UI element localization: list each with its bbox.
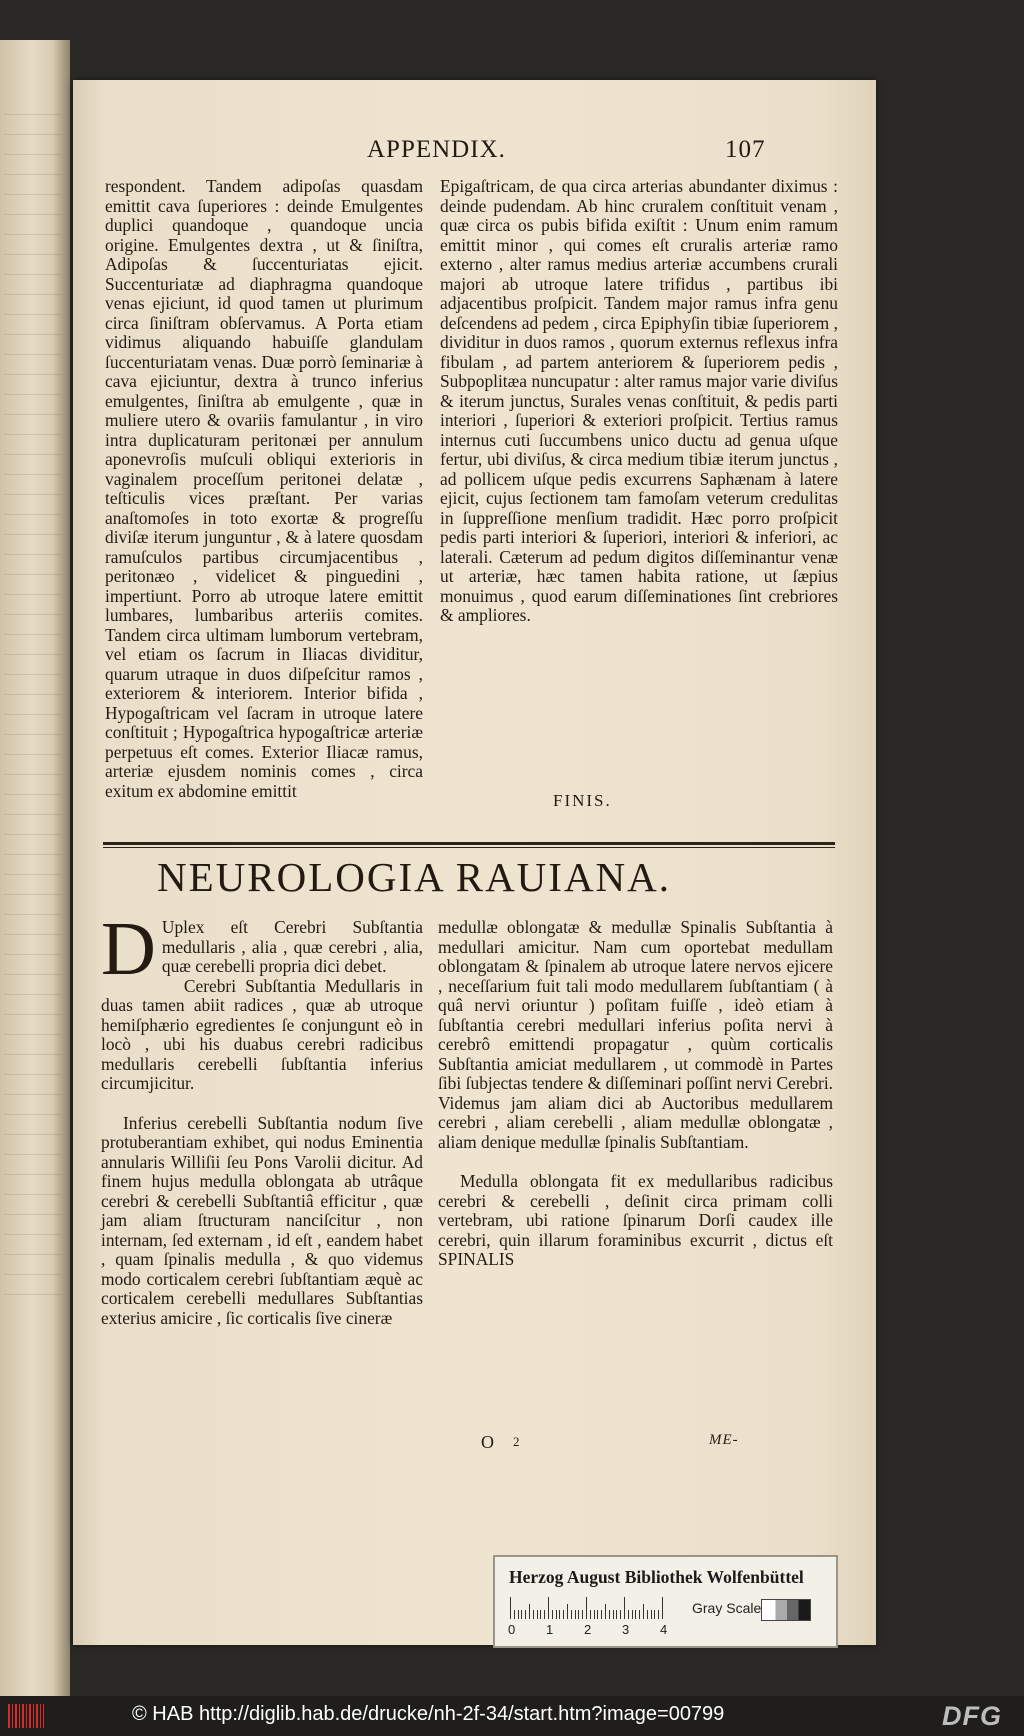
facing-page-text-line <box>4 720 62 735</box>
book-page <box>73 80 876 1645</box>
facing-page-text-line <box>4 600 62 615</box>
facing-page-text-line <box>4 560 62 575</box>
finis-mark: FINIS. <box>553 791 612 810</box>
facing-page-text-line <box>4 940 62 955</box>
text-column-4 <box>438 918 833 1270</box>
body-text: respondent. Tandem adipoſas quasdam emittit cava ſuperiores : deinde Emulgentes duplici quandoque , quandoque uncia origine. Emulgentes dextra , ut & ſiniſtra, Adipoſas & ſuccenturiatas ejicit. Succenturiatæ ad diaphragma quandoque venas ejiciunt, id quod tamen ut plurimum circa ſiniſtram obſervamus. A Porta etiam vidimus aliquando habuiſſe glandulam ſuccenturiatam venas. Duæ porrò ſeminariæ à cava ejiciuntur, dextra à trunco inferius emulgentes, ſiniſtra ab emulgente , quæ in muliere utero & ovariis famulantur , in viro intra duplicaturam peritonæi per annulum aponevroſis muſculi obliqui exterioris in vaginalem proceſſum peritonei delatæ , teſticulis vices præſtant. Per varias anaſtomoſes in toto exortæ & progreſſu diviſæ iterum junguntur , & à latere quosdam ramuſculos partibus circumjacentibus , peritonæo , videlicet & pinguedini , impertiunt. Porro ab utroque latere emittit lumbares, lumbaribus arteriis comites. Tandem circa ultimam lumborum vertebram, vel etiam os ſacrum in Iliacas dividitur, quarum utraque in duos diſpeſcitur ramos , exteriorem & interiorem. Interior bifida , Hypogaſtricam vel ſacram in utroque latere conſtituit ; Hypogaſtrica hypogaſtricæ arteriæ perpetuus eſt comes. Exterior Iliacæ ramus, arteriæ ejusdem nominis comes , circa exitum ex abdomine emittit <box>105 176 423 801</box>
facing-page-text-line <box>4 580 62 595</box>
ruler-tick <box>605 1604 606 1619</box>
ruler-tick <box>620 1610 621 1619</box>
facing-page-text-line <box>4 800 62 815</box>
facing-page-text-line <box>4 480 62 495</box>
ruler-tick <box>609 1610 610 1619</box>
facing-page-text-line <box>4 820 62 835</box>
ruler-tick <box>616 1610 617 1619</box>
ruler-tick <box>521 1610 522 1619</box>
ruler-tick <box>628 1610 629 1619</box>
facing-page-text-line <box>4 620 62 635</box>
section-title: NEUROLOGIA RAUIANA. <box>157 854 672 900</box>
facing-page-text-line <box>4 1280 62 1295</box>
ruler-number: 2 <box>584 1622 592 1637</box>
ruler-tick <box>510 1597 511 1619</box>
facing-page-text-line <box>4 300 62 315</box>
facing-page-text-line <box>4 1020 62 1035</box>
facing-page-text-line <box>4 100 62 115</box>
facing-page-text-line <box>4 340 62 355</box>
ruler-tick <box>578 1610 579 1619</box>
scale-ruler <box>510 1597 660 1619</box>
ruler-tick <box>575 1610 576 1619</box>
paragraph: Inferius cerebelli Subſtantia nodum ſive protuberantiam exhibet, qui nodus Eminentia annularis Williſii ſeu Pons Varolii dicitur. Ad finem hujus medulla oblongata ab utrâque cerebri & cerebelli Subſtantiâ efficitur , quæ jam aliam ſtructuram nanciſcitur , non internam, ſed externam , id eſt , eandem habet , quam ſpinalis medulla , & quo videmus modo corticalem cerebri ſubſtantiam æquè ac corticalem cerebelli medullares Subſtantias exterius amicire , ſic corticalis ſive cineræ <box>101 1112 423 1328</box>
footer-bar <box>0 1696 1024 1736</box>
gray-scale-label: Gray Scale <box>692 1600 762 1616</box>
ruler-tick <box>586 1597 587 1619</box>
ruler-tick <box>552 1610 553 1619</box>
facing-page-text-line <box>4 1080 62 1095</box>
facing-page-text-line <box>4 1160 62 1175</box>
signature-number: 2 <box>513 1434 520 1449</box>
ruler-tick <box>624 1597 625 1619</box>
ruler-tick <box>525 1610 526 1619</box>
facing-page-text-line <box>4 1120 62 1135</box>
facing-page-text-line <box>4 280 62 295</box>
running-head: APPENDIX. <box>367 136 506 163</box>
facing-page-text-line <box>4 900 62 915</box>
paragraph: Medulla oblongata fit ex medullaribus radicibus cerebri & cerebelli , deſinit circa primam colli vertebram, ubi ratione ſpinarum Dorſi caudex ille cerebri, quin illarum foraminibus excurrit , dictus eſt SPINALIS <box>438 1171 833 1269</box>
catchword: ME- <box>709 1432 739 1448</box>
ruler-tick <box>651 1610 652 1619</box>
ruler-number: 4 <box>660 1622 668 1637</box>
facing-page-text-line <box>4 1260 62 1275</box>
paragraph: Uplex eſt Cerebri Subſtantia medullaris , alia , quæ cerebri , alia, quæ cerebelli propria dici debet. <box>161 917 423 976</box>
paragraph: Cerebri Subſtantia Medullaris in duas tamen abiit radices , quæ ab utroque hemiſphærio egredientes ſe conjungunt eò in locò , ubi his duabus cerebri radicibus medullaris cerebelli ſubſtantia inferius circumjicitur. <box>101 975 423 1093</box>
ruler-tick <box>632 1610 633 1619</box>
facing-page-text-line <box>4 680 62 695</box>
facing-page-text-line <box>4 1240 62 1255</box>
ruler-tick <box>537 1610 538 1619</box>
facing-page-text-line <box>4 1140 62 1155</box>
section-rule-thin <box>103 847 835 848</box>
facing-page-text-line <box>4 120 62 135</box>
ruler-tick <box>556 1610 557 1619</box>
facing-page-text-line <box>4 180 62 195</box>
facing-page-text-line <box>4 860 62 875</box>
facing-page-edge <box>0 40 70 1696</box>
ruler-tick <box>563 1610 564 1619</box>
facing-page-text-line <box>4 1180 62 1195</box>
ruler-tick <box>544 1610 545 1619</box>
facing-page-text-line <box>4 160 62 175</box>
facing-page-text-line <box>4 420 62 435</box>
drop-cap: D <box>101 907 156 991</box>
ruler-tick <box>647 1610 648 1619</box>
facing-page-text-line <box>4 380 62 395</box>
ruler-tick <box>559 1610 560 1619</box>
ruler-tick <box>658 1610 659 1619</box>
text-column-1 <box>105 177 423 801</box>
ruler-tick <box>533 1610 534 1619</box>
ruler-tick <box>654 1610 655 1619</box>
facing-page-text-line <box>4 1220 62 1235</box>
library-name: Herzog August Bibliothek Wolfenbüttel <box>509 1567 804 1587</box>
ruler-tick <box>567 1604 568 1619</box>
facing-page-text-line <box>4 740 62 755</box>
text-column-3 <box>101 907 423 1328</box>
facing-page-text-line <box>4 460 62 475</box>
ruler-number: 1 <box>546 1622 554 1637</box>
facing-page-text-line <box>4 260 62 275</box>
gray-scale-swatch <box>761 1599 811 1621</box>
ruler-tick <box>518 1610 519 1619</box>
facing-page-text-line <box>4 200 62 215</box>
ruler-tick <box>639 1610 640 1619</box>
ruler-number: 0 <box>508 1622 516 1637</box>
facing-page-text-line <box>4 980 62 995</box>
text-column-2 <box>440 177 838 626</box>
ruler-number: 3 <box>622 1622 630 1637</box>
signature-mark: O <box>481 1432 494 1452</box>
facing-page-text-line <box>4 520 62 535</box>
ruler-tick <box>662 1597 663 1619</box>
facing-page-text-line <box>4 360 62 375</box>
facing-page-text-line <box>4 700 62 715</box>
ruler-tick <box>594 1610 595 1619</box>
ruler-tick <box>613 1610 614 1619</box>
facing-page-text-line <box>4 920 62 935</box>
hab-logo-icon <box>8 1704 44 1728</box>
paragraph: medullæ oblongatæ & medullæ Spinalis Subſtantia à medullari amicitur. Nam cum oportebat medullam oblongatam & ſpinalem ab utroque latere nervos ejicere , neceſſarium fuit tali modo medullarem ſubſtantiam ( à quâ nervi oriuntur ) poſitam fuiſſe , ideò etiam à ſubſtantia cerebri medullari inferius poſita nervi à cerebrô emittendi propagatur , quùm corticalis Subſtantia amiciat medullarem , ut commodè in Partes ſibi ſubjectas tendere & diſſeminari poſſint nervi Cerebri. Videmus jam aliam dici ab Auctoribus medullarem cerebri , aliam cerebelli , aliam medullæ oblongatæ , aliam denique medullæ ſpinalis Subſtantiam. <box>438 917 833 1152</box>
ruler-tick <box>529 1604 530 1619</box>
facing-page-text-line <box>4 540 62 555</box>
ruler-tick <box>582 1610 583 1619</box>
ruler-tick <box>601 1610 602 1619</box>
facing-page-text-line <box>4 440 62 455</box>
ruler-tick <box>571 1610 572 1619</box>
facing-page-text-line <box>4 640 62 655</box>
ruler-tick <box>590 1610 591 1619</box>
facing-page-text-line <box>4 1200 62 1215</box>
dfg-logo: DFG <box>942 1701 1002 1731</box>
facing-page-text-line <box>4 320 62 335</box>
page-number: 107 <box>725 136 766 163</box>
facing-page-text-line <box>4 760 62 775</box>
ruler-tick <box>643 1604 644 1619</box>
facing-page-text-line <box>4 220 62 235</box>
facing-page-text-line <box>4 660 62 675</box>
ruler-tick <box>635 1610 636 1619</box>
library-color-label <box>493 1555 838 1648</box>
ruler-tick <box>597 1610 598 1619</box>
section-rule <box>103 842 835 845</box>
facing-page-text-line <box>4 500 62 515</box>
facing-page-text-line <box>4 840 62 855</box>
facing-page-text-line <box>4 400 62 415</box>
ruler-tick <box>540 1610 541 1619</box>
facing-page-text-line <box>4 240 62 255</box>
facing-page-text-line <box>4 1100 62 1115</box>
facing-page-text-line <box>4 1060 62 1075</box>
facing-page-text-line <box>4 780 62 795</box>
source-link[interactable]: © HAB http://diglib.hab.de/drucke/nh-2f-34/start.htm?image=00799 <box>132 1703 725 1725</box>
ruler-tick <box>548 1597 549 1619</box>
ruler-tick <box>514 1610 515 1619</box>
facing-page-text-line <box>4 140 62 155</box>
body-text: Epigaſtricam, de qua circa arterias abundanter diximus : deinde pudendam. Ab hinc cruralem conſtituit venam , quæ circa os pubis bifida exiſtit : Unum enim ramum emittit minor , qui comes eſt cruralis arteriæ ramo externo , alter ramus medius arteriæ accumbens crurali majori ab utroque latere trifidus , partibus ibi adjacentibus proſpicit. Tandem major ramus infra genu deſcendens ad pedem , circa Epiphyſin tibiæ ſuperiorem , dividitur in duos ramos , quorum externus reflexus infra fibulam , ad partem anteriorem & ſuperiorem pedis , Subpoplitæa nuncupatur : alter ramus major varie diviſus & iterum junctus, Surales venas conſtituit, & pedis parti interiori , ſuperiori & exteriori proſpicit. Tertius ramus internus cuti ſuccumbens unico ductu ad genua uſque fertur, ubi diviſus, & circa medium tibiæ iterum junctus , ad pollicem uſque pedis excurrens Saphænam à latere ejicit, cujus ſectionem tam famoſam veterum credulitas in ſuppreſſione menſium tradidit. Hæc porro proſpicit pedis parti interiori & ſuperiori, interiori & inferiori, ac laterali. Cæterum ad pedum digitos diſſeminantur venæ ut arteriæ, hæc tamen habita ratione, ut ſæpius monuimus , quod earum diſſeminationes ſint crebriores & ampliores. <box>440 176 838 625</box>
facing-page-text-line <box>4 880 62 895</box>
facing-page-text-line <box>4 1040 62 1055</box>
facing-page-text-line <box>4 1000 62 1015</box>
facing-page-text-line <box>4 960 62 975</box>
